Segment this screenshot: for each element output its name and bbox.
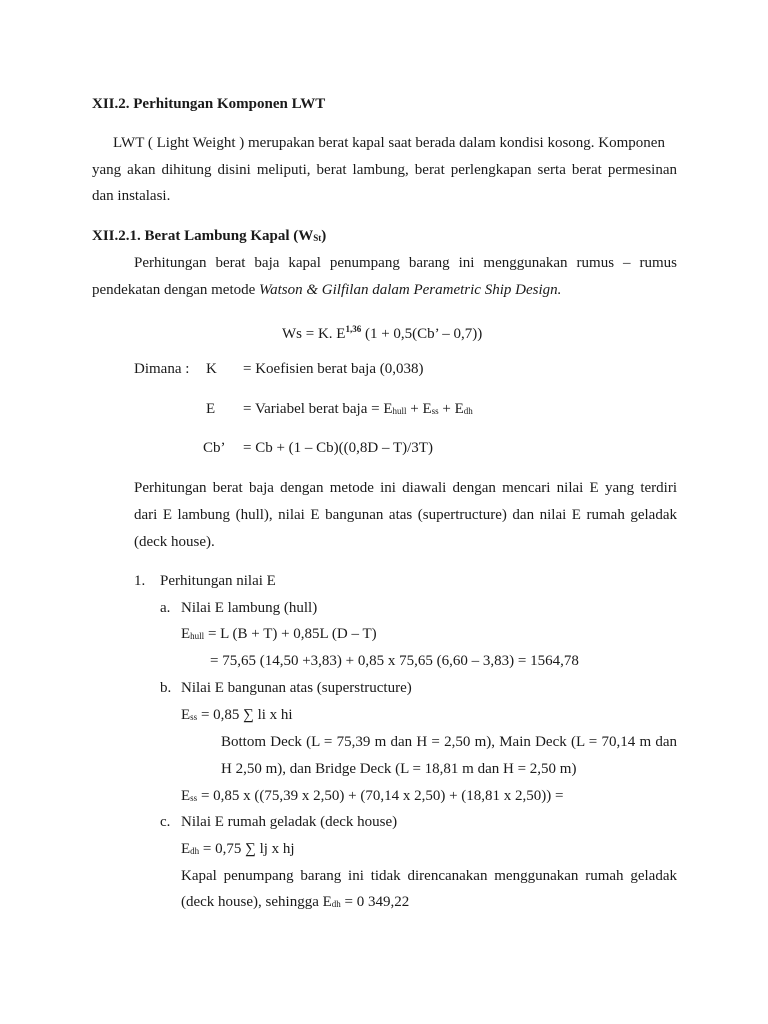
explain-line-1: Perhitungan berat baja dengan metode ini diawali dengan mencari nilai E yang terdiri — [134, 480, 677, 496]
superstructure-deck-line-1: Bottom Deck (L = 75,39 m dan H = 2,50 m), Main Deck (L = 70,14 m dan — [221, 734, 677, 750]
list-letter-c: c. — [160, 814, 171, 830]
list-item-1-text: Perhitungan nilai E — [160, 573, 276, 589]
where-e-symbol: E — [206, 401, 216, 417]
list-item-b-text: Nilai E bangunan atas (superstructure) — [181, 680, 412, 696]
intro-line-1: LWT ( Light Weight ) merupakan berat kapal saat berada dalam kondisi kosong. Komponen — [113, 135, 665, 151]
method-reference: Watson & Gilfilan dalam Perametric Ship Design. — [259, 282, 562, 298]
list-item-a-text: Nilai E lambung (hull) — [181, 600, 318, 616]
hull-calculation: = 75,65 (14,50 +3,83) + 0,85 x 75,65 (6,60 – 3,83) = 1564,78 — [210, 653, 579, 669]
where-k-definition: = Koefisien berat baja (0,038) — [243, 361, 424, 377]
hull-formula: Ehull = L (B + T) + 0,85L (D – T) — [181, 626, 377, 642]
list-number-1: 1. — [134, 573, 146, 589]
main-formula: Ws = K. E$^{1,36}$ (1 + 0,5(Cb’ – 0,7)) — [282, 324, 483, 342]
where-cb-definition: = Cb + (1 – Cb)((0,8D – T)/3T) — [243, 440, 433, 456]
superstructure-deck-line-2: H 2,50 m), dan Bridge Deck (L = 18,81 m dan H = 2,50 m) — [221, 761, 577, 777]
where-label: Dimana : — [134, 361, 190, 377]
intro-line-3: dan instalasi. — [92, 188, 171, 204]
superstructure-formula: Ess = 0,85 ∑ li x hi — [181, 707, 293, 723]
list-letter-b: b. — [160, 680, 172, 696]
deckhouse-note-line-1: Kapal penumpang barang ini tidak direncanakan menggunakan rumah geladak — [181, 868, 677, 884]
section-title: XII.2. Perhitungan Komponen LWT — [92, 96, 326, 112]
explain-line-3: (deck house). — [134, 534, 215, 550]
deckhouse-note-line-2: (deck house), sehingga Edh = 0 349,22 — [181, 894, 410, 910]
list-item-c-text: Nilai E rumah geladak (deck house) — [181, 814, 398, 830]
where-e-definition: = Variabel berat baja = Ehull + Ess + Edh — [243, 401, 473, 417]
subsection-title: XII.2.1. Berat Lambung Kapal (WSt) — [92, 228, 327, 244]
superstructure-calculation: Ess = 0,85 x ((75,39 x 2,50) + (70,14 x 2,50) + (18,81 x 2,50)) = — [181, 788, 564, 804]
list-letter-a: a. — [160, 600, 171, 616]
where-k-symbol: K — [206, 361, 217, 377]
intro-line-2: yang akan dihitung disini meliputi, berat lambung, berat perlengkapan serta berat permesinan — [92, 162, 677, 178]
where-cb-symbol: Cb’ — [203, 440, 226, 456]
explain-line-2: dari E lambung (hull), nilai E bangunan atas (supertructure) dan nilai E rumah geladak — [134, 507, 677, 523]
deckhouse-formula: Edh = 0,75 ∑ lj x hj — [181, 841, 295, 857]
method-line-1: Perhitungan berat baja kapal penumpang barang ini menggunakan rumus – rumus — [134, 255, 677, 271]
method-line-2: pendekatan dengan metode Watson & Gilfilan dalam Perametric Ship Design. — [92, 282, 562, 298]
